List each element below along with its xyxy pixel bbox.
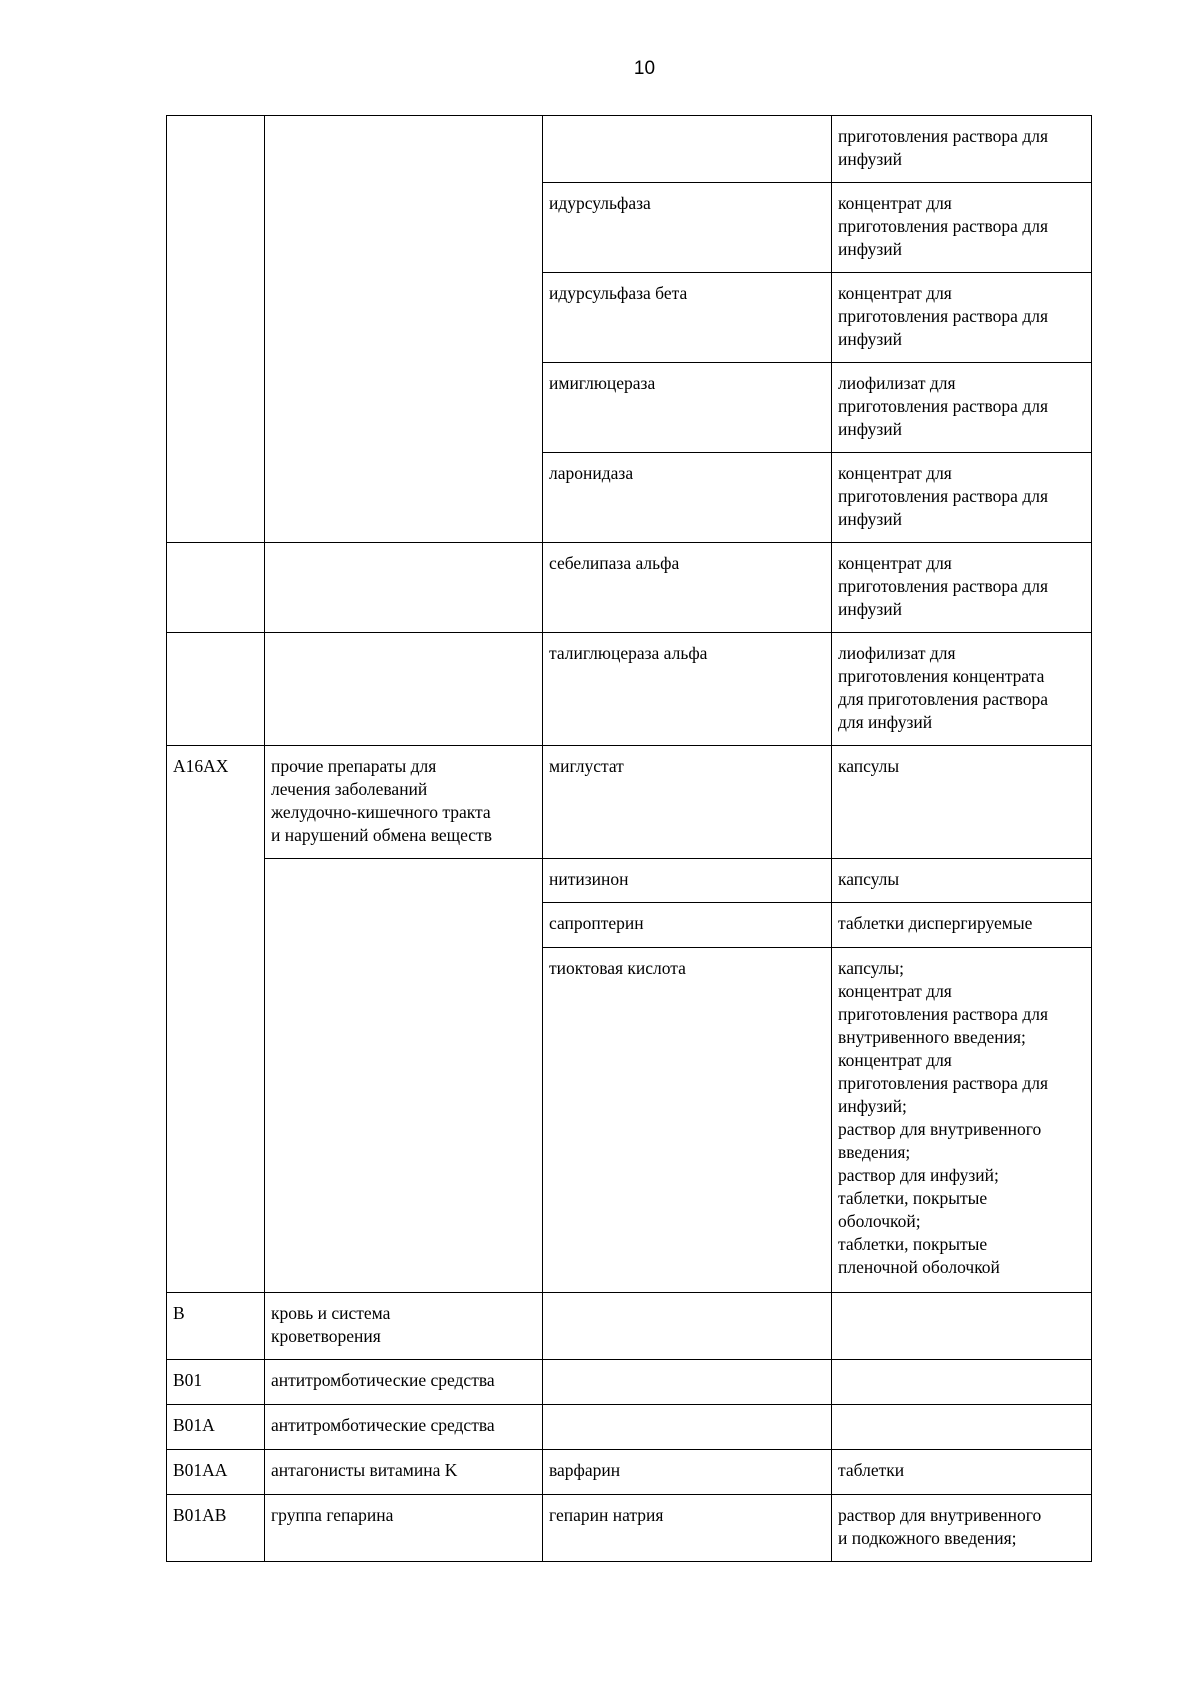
group-line: и нарушений обмена веществ — [271, 825, 492, 845]
dosage-form-cell — [832, 1360, 1092, 1405]
table-row — [167, 633, 1092, 746]
drug-name-cell: талиглюцераза альфа — [543, 633, 832, 746]
dosage-form-line: приготовления раствора для — [838, 216, 1048, 236]
drug-name-cell: тиоктовая кислота — [543, 948, 832, 1293]
table-row — [167, 746, 1092, 859]
dosage-form-line: концентрат для — [838, 283, 952, 303]
table-row — [167, 543, 1092, 633]
dosage-form-line: капсулы — [838, 869, 900, 889]
dosage-form-line: приготовления раствора для — [838, 486, 1048, 506]
dosage-form-line: приготовления раствора для — [838, 396, 1048, 416]
table-row — [167, 1293, 1092, 1360]
dosage-form-cell — [832, 363, 1092, 453]
table-row — [167, 859, 1092, 903]
drug-table — [166, 115, 1092, 1562]
table-row — [167, 116, 1092, 183]
dosage-form-line: инфузий — [838, 239, 903, 259]
group-line: кровь и система — [271, 1303, 391, 1323]
dosage-form-cell — [832, 746, 1092, 859]
group-line: антитромботические средства — [271, 1370, 495, 1390]
group-line: антитромботические средства — [271, 1415, 495, 1435]
atc-code-cell: B01A — [167, 1405, 265, 1450]
dosage-form-line: инфузий; — [838, 1096, 907, 1116]
dosage-form-cell — [832, 1293, 1092, 1360]
dosage-form-line: приготовления раствора для — [838, 576, 1048, 596]
group-cell — [265, 1450, 543, 1495]
drug-name-cell: гепарин натрия — [543, 1495, 832, 1562]
dosage-form-line: лиофилизат для — [838, 373, 956, 393]
dosage-form-line: лиофилизат для — [838, 643, 956, 663]
dosage-form-cell — [832, 1495, 1092, 1562]
group-line: прочие препараты для — [271, 756, 437, 776]
dosage-form-cell — [832, 903, 1092, 948]
group-cell — [265, 1360, 543, 1405]
group-cell — [265, 1495, 543, 1562]
table-row — [167, 1405, 1092, 1450]
group-cell — [265, 116, 543, 543]
atc-code-cell: A16AX — [167, 746, 265, 1293]
dosage-form-cell — [832, 859, 1092, 903]
dosage-form-cell — [832, 543, 1092, 633]
atc-code-cell — [167, 543, 265, 633]
dosage-form-line: таблетки, покрытые — [838, 1234, 988, 1254]
drug-name-cell: ларонидаза — [543, 453, 832, 543]
dosage-form-line: инфузий — [838, 509, 903, 529]
table-row — [167, 1450, 1092, 1495]
atc-code-cell — [167, 116, 265, 543]
dosage-form-line: пленочной оболочкой — [838, 1257, 1000, 1277]
dosage-form-line: для приготовления раствора — [838, 689, 1048, 709]
group-line: кроветворения — [271, 1326, 381, 1346]
dosage-form-cell — [832, 453, 1092, 543]
dosage-form-cell — [832, 183, 1092, 273]
dosage-form-line: приготовления раствора для — [838, 1073, 1048, 1093]
group-cell — [265, 859, 543, 1293]
drug-name-cell: идурсульфаза — [543, 183, 832, 273]
dosage-form-line: капсулы — [838, 756, 900, 776]
group-cell — [265, 746, 543, 859]
group-cell — [265, 1405, 543, 1450]
dosage-form-line: концентрат для — [838, 1050, 952, 1070]
drug-name-cell: идурсульфаза бета — [543, 273, 832, 363]
group-line: желудочно-кишечного тракта — [271, 802, 491, 822]
dosage-form-line: приготовления раствора для — [838, 126, 1048, 146]
drug-name-cell — [543, 1360, 832, 1405]
table-row — [167, 1495, 1092, 1562]
group-cell — [265, 543, 543, 633]
dosage-form-line: таблетки диспергируемые — [838, 913, 1033, 933]
dosage-form-line: раствор для внутривенного — [838, 1119, 1042, 1139]
atc-code-cell: B01 — [167, 1360, 265, 1405]
dosage-form-line: капсулы; — [838, 958, 905, 978]
dosage-form-cell — [832, 116, 1092, 183]
group-line: лечения заболеваний — [271, 779, 428, 799]
dosage-form-cell — [832, 948, 1092, 1293]
dosage-form-cell — [832, 1405, 1092, 1450]
table-row — [167, 1360, 1092, 1405]
drug-name-cell: миглустат — [543, 746, 832, 859]
dosage-form-line: концентрат для — [838, 981, 952, 1001]
drug-name-cell: варфарин — [543, 1450, 832, 1495]
dosage-form-cell — [832, 633, 1092, 746]
drug-name-cell: имиглюцераза — [543, 363, 832, 453]
atc-code-cell: B — [167, 1293, 265, 1360]
dosage-form-cell — [832, 1450, 1092, 1495]
drug-name-cell: нитизинон — [543, 859, 832, 903]
dosage-form-line: таблетки, покрытые — [838, 1188, 988, 1208]
group-cell — [265, 633, 543, 746]
atc-code-cell — [167, 633, 265, 746]
dosage-form-line: концентрат для — [838, 463, 952, 483]
dosage-form-line: концентрат для — [838, 553, 952, 573]
dosage-form-line: и подкожного введения; — [838, 1528, 1017, 1548]
drug-name-cell: сапроптерин — [543, 903, 832, 948]
dosage-form-line: раствор для инфузий; — [838, 1165, 999, 1185]
group-cell — [265, 1293, 543, 1360]
drug-name-cell — [543, 116, 832, 183]
atc-code-cell: B01AA — [167, 1450, 265, 1495]
dosage-form-line: приготовления раствора для — [838, 306, 1048, 326]
page-number: 10 — [633, 58, 656, 79]
dosage-form-line: инфузий — [838, 419, 903, 439]
drug-name-cell: себелипаза альфа — [543, 543, 832, 633]
group-line: антагонисты витамина K — [271, 1460, 458, 1480]
dosage-form-line: внутривенного введения; — [838, 1027, 1026, 1047]
dosage-form-line: приготовления раствора для — [838, 1004, 1048, 1024]
dosage-form-line: приготовления концентрата — [838, 666, 1045, 686]
dosage-form-line: инфузий — [838, 329, 903, 349]
dosage-form-cell — [832, 273, 1092, 363]
dosage-form-line: инфузий — [838, 599, 903, 619]
group-line: группа гепарина — [271, 1505, 394, 1525]
dosage-form-line: таблетки — [838, 1460, 905, 1480]
dosage-form-line: инфузий — [838, 149, 903, 169]
atc-code-cell: B01AB — [167, 1495, 265, 1562]
dosage-form-line: оболочкой; — [838, 1211, 921, 1231]
dosage-form-line: для инфузий — [838, 712, 933, 732]
dosage-form-line: раствор для внутривенного — [838, 1505, 1042, 1525]
drug-name-cell — [543, 1405, 832, 1450]
dosage-form-line: введения; — [838, 1142, 911, 1162]
drug-name-cell — [543, 1293, 832, 1360]
dosage-form-line: концентрат для — [838, 193, 952, 213]
